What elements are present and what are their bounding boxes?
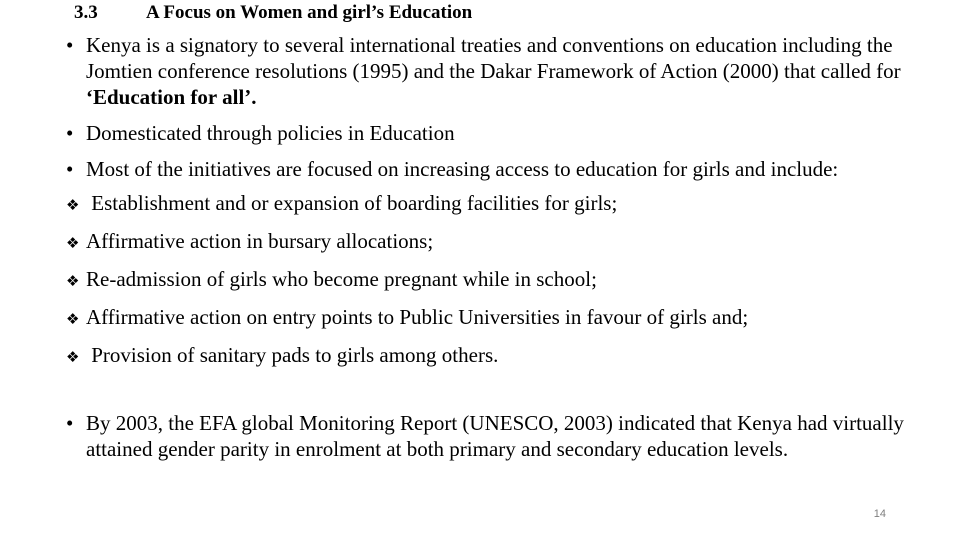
bullet-initiatives <box>66 156 906 182</box>
page-number: 14 <box>873 508 886 520</box>
bullet-icon: • <box>66 411 74 435</box>
diamond-bullet-icon: ❖ <box>66 348 80 366</box>
diamond-bullet-icon: ❖ <box>66 272 80 290</box>
bullet-icon: • <box>66 121 74 145</box>
sub-item-text: Affirmative action on entry points to Public Universities in favour of girls and; <box>86 305 749 329</box>
bullet-icon: • <box>66 157 74 181</box>
bullet-text: By 2003, the EFA global Monitoring Report (UNESCO, 2003) indicated that Kenya had virtually attained gender parity in enrolment at both primary and secondary education levels. <box>86 411 904 461</box>
sub-item-bursary <box>66 228 906 256</box>
diamond-bullet-icon: ❖ <box>66 234 80 252</box>
bullet-efa-report <box>66 410 906 462</box>
section-number: 3.3 <box>74 2 98 23</box>
bullet-icon: • <box>66 33 74 57</box>
section-title: A Focus on Women and girl’s Education <box>146 2 473 23</box>
diamond-bullet-icon: ❖ <box>66 310 80 328</box>
sub-item-text: Provision of sanitary pads to girls among others. <box>86 343 499 367</box>
bullet-text: Domesticated through policies in Education <box>86 121 455 145</box>
sub-item-text: Establishment and or expansion of boarding facilities for girls; <box>86 191 618 215</box>
sub-item-text: Affirmative action in bursary allocations; <box>86 229 434 253</box>
sub-item-boarding <box>66 190 906 218</box>
bullet-kenya-signatory <box>66 32 906 110</box>
slide-heading <box>74 2 472 24</box>
bullet-text: Kenya is a signatory to several international treaties and conventions on education including the Jomtien conference resolutions (1995) and the Dakar Framework of Action (2000) that called for <box>86 33 901 83</box>
slide-content <box>66 32 906 472</box>
sub-item-readmission <box>66 266 906 294</box>
bullet-domesticated <box>66 120 906 146</box>
bullet-bold-text: ‘Education for all’. <box>86 85 257 109</box>
sub-item-sanitary-pads <box>66 342 906 370</box>
spacer <box>66 380 906 410</box>
sub-item-text: Re-admission of girls who become pregnant while in school; <box>86 267 597 291</box>
sub-item-university-entry <box>66 304 906 332</box>
bullet-text: Most of the initiatives are focused on increasing access to education for girls and include: <box>86 157 839 181</box>
diamond-bullet-icon: ❖ <box>66 196 80 214</box>
